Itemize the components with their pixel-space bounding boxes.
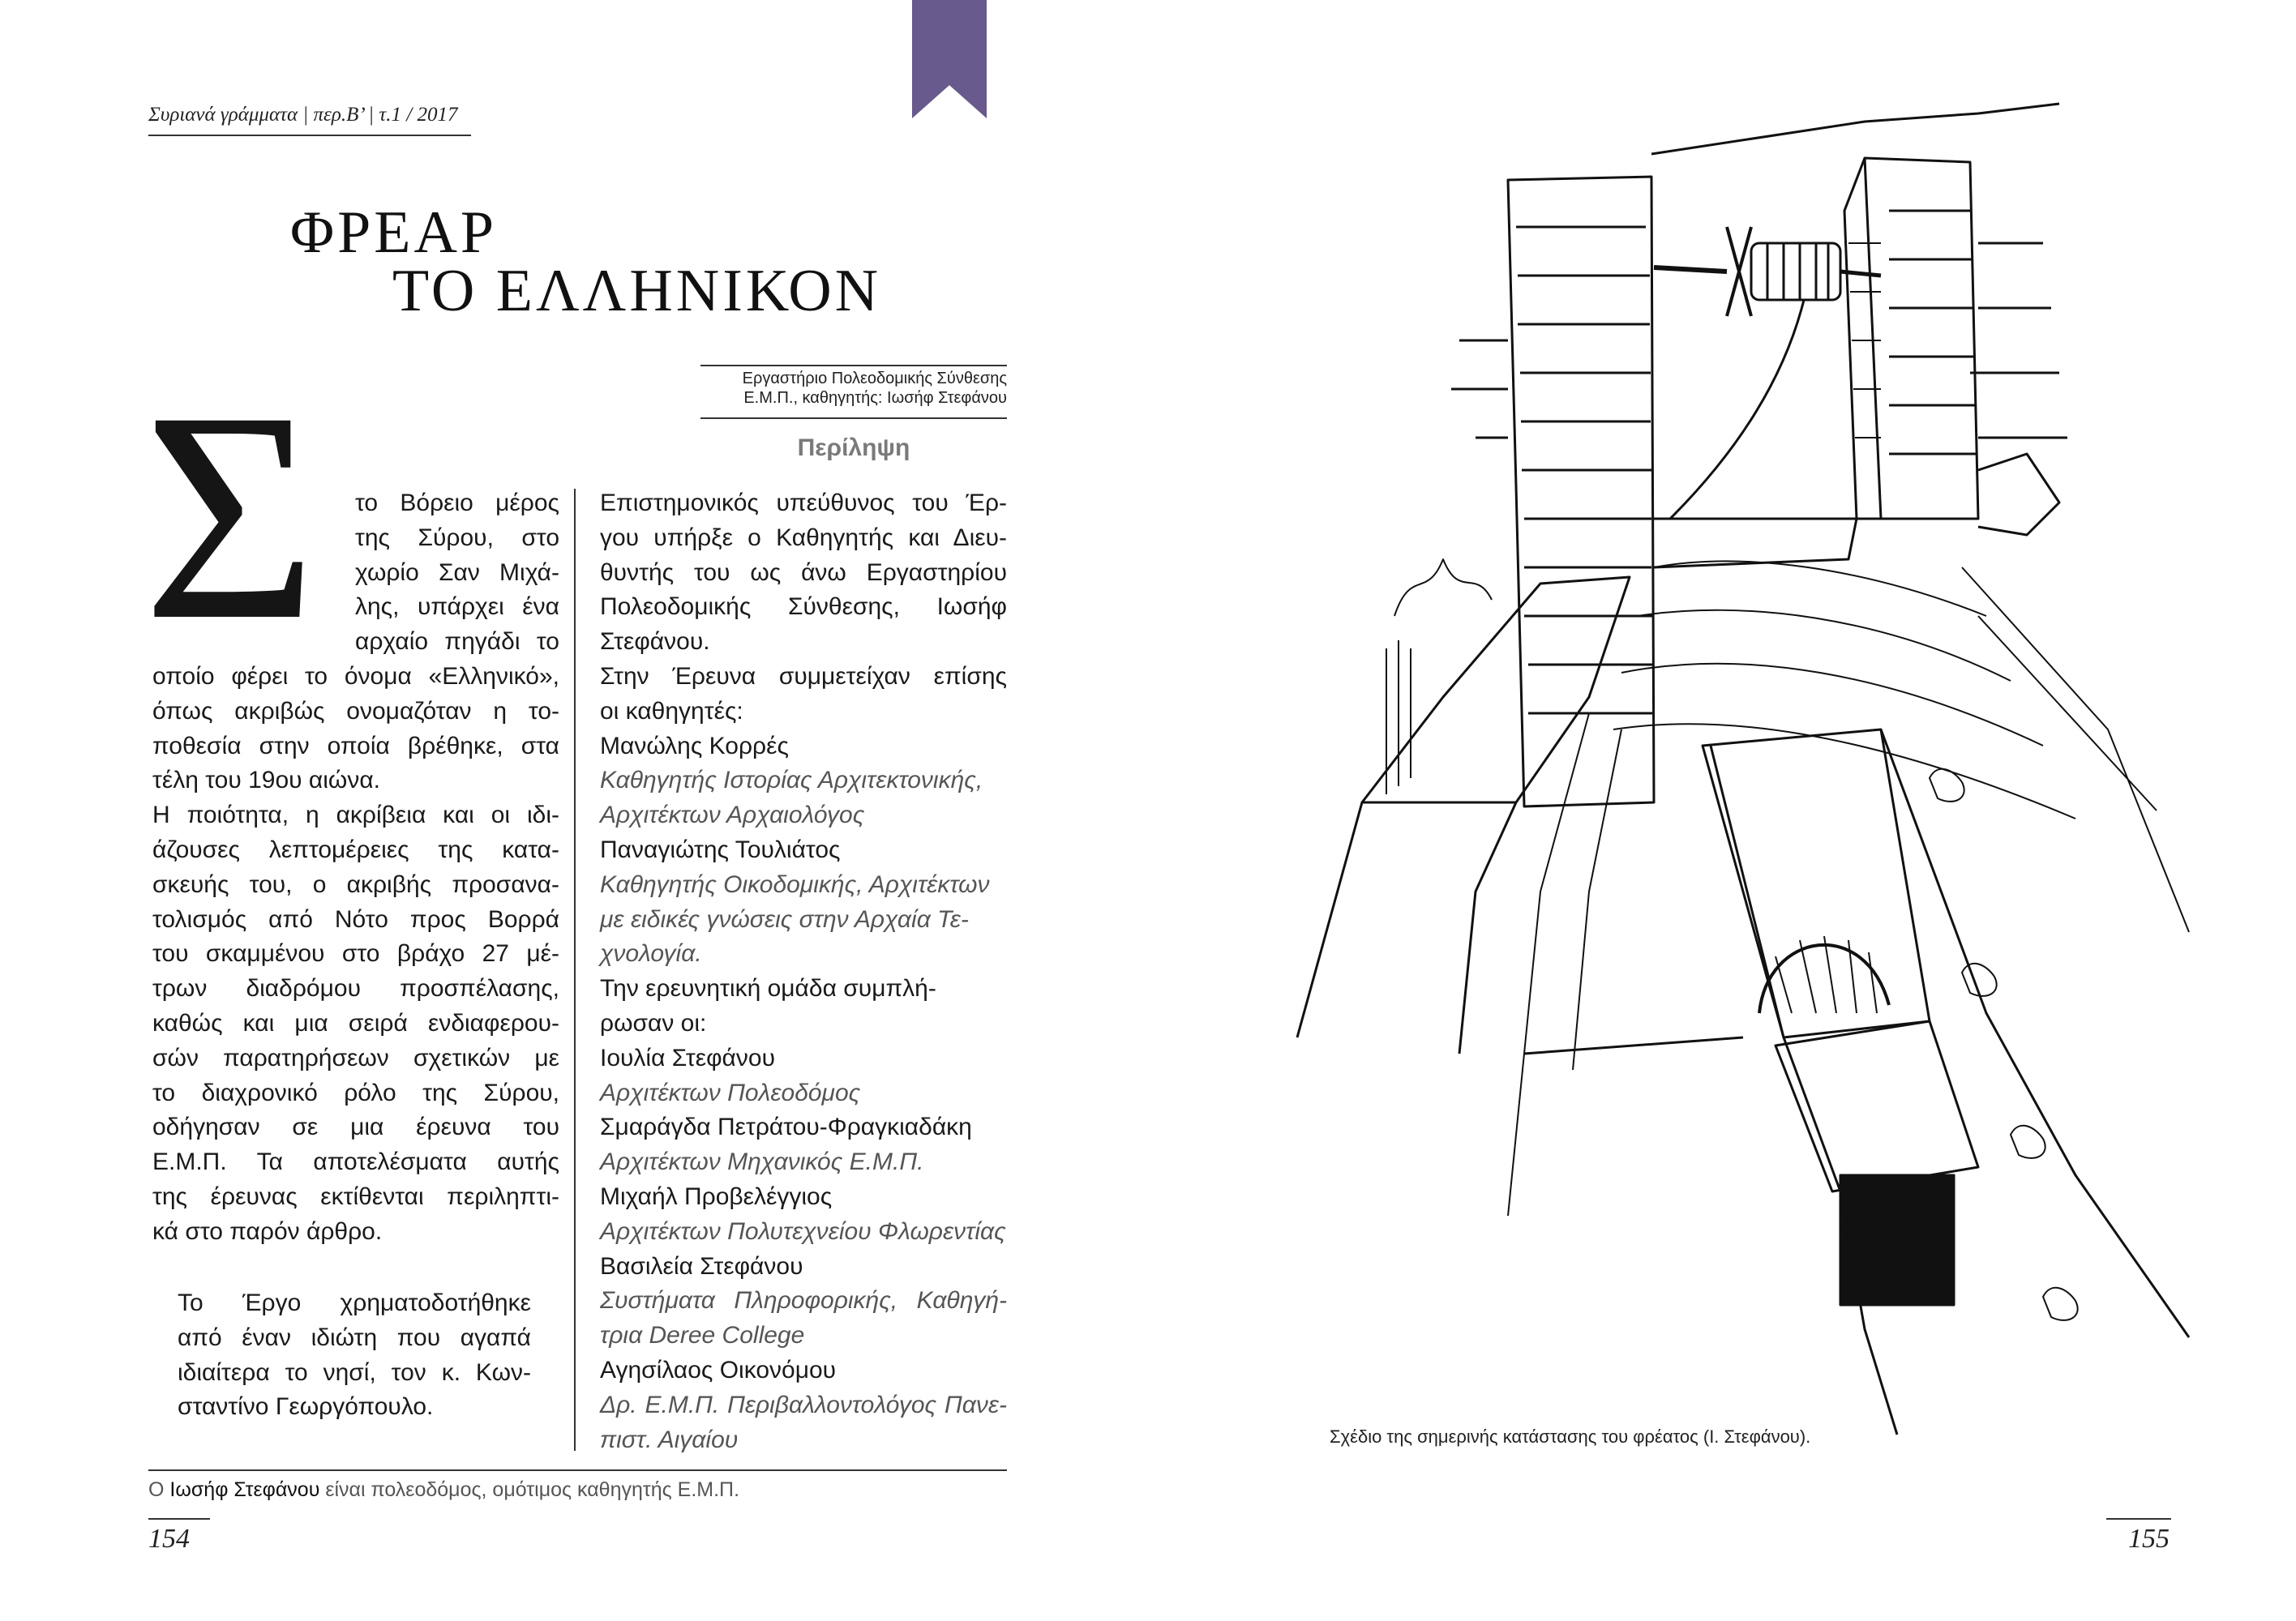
text-line: οδήγησαν σε μια έρευνα του bbox=[152, 1114, 559, 1141]
text-line: λης, υπάρχει ένα bbox=[355, 593, 559, 621]
researcher-role: πιστ. Αιγαίου bbox=[600, 1426, 739, 1453]
text-line: θυντής του ως άνω Εργαστηρίου bbox=[600, 558, 1007, 586]
shaft-edges bbox=[1524, 729, 2189, 1435]
rope bbox=[1670, 300, 1804, 519]
text-line: κά στο παρόν άρθρο. bbox=[152, 1217, 383, 1245]
text-line: το διαχρονικό ρόλο της Σύρου, bbox=[152, 1079, 559, 1106]
text-line: αρχαίο πηγάδι το bbox=[355, 628, 559, 656]
text-line: ιδιαίτερα το νησί, τον κ. Κων- bbox=[178, 1358, 531, 1386]
text-line: Ε.Μ.Π. Τα αποτελέσματα αυτής bbox=[152, 1148, 559, 1176]
text-line: Μανώλης Κορρές bbox=[600, 732, 789, 759]
researcher-role: Καθηγητής Οικοδομικής, Αρχιτέκτων bbox=[600, 870, 990, 898]
researcher-role: με ειδικές γνώσεις στην Αρχαία Τε- bbox=[600, 905, 969, 933]
researcher-role: Αρχιτέκτων Μηχανικός Ε.Μ.Π. bbox=[600, 1148, 924, 1176]
researcher-role: Συστήματα Πληροφορικής, Καθηγή- bbox=[600, 1287, 1007, 1315]
drop-cap: Σ bbox=[143, 350, 318, 682]
footnote-text: είναι πολεοδόμος, ομότιμος καθηγητής Ε.Μ.Π. bbox=[319, 1478, 740, 1501]
left-pillar bbox=[1508, 177, 1654, 806]
text-line: τέλη του 19ου αιώνα. bbox=[152, 767, 381, 794]
abstract-heading: Περίληψη bbox=[797, 434, 910, 461]
horizon-line bbox=[1651, 104, 2059, 154]
title-line-2: ΤΟ ΕΛΛΗΝΙΚΟΝ bbox=[392, 258, 882, 324]
text-line: της έρευνας εκτίθενται περιληπτι- bbox=[152, 1183, 559, 1210]
well-shaft bbox=[1703, 729, 1930, 1037]
text-line: σταντίνο Γεωργόπουλο. bbox=[178, 1393, 434, 1421]
text-line: Στεφάνου. bbox=[600, 628, 710, 656]
researcher-role: χνολογία. bbox=[600, 940, 702, 968]
running-head: Συριανά γράμματα | περ.Β’ | τ.1 / 2017 bbox=[148, 104, 458, 126]
page-number-left: 154 bbox=[148, 1524, 190, 1554]
text-line: το Βόρειο μέρος bbox=[355, 490, 559, 516]
text-line: οι καθηγητές: bbox=[600, 697, 743, 725]
researcher-role: Αρχιτέκτων Αρχαιολόγος bbox=[600, 802, 865, 829]
affiliation-line: Ε.Μ.Π., καθηγητής: Ιωσήφ Στεφάνου bbox=[743, 389, 1007, 407]
stone-courses bbox=[1508, 562, 2189, 1217]
text-line: Την ερευνητική ομάδα συμπλή- bbox=[600, 975, 936, 1003]
researcher-role: τρια Deree College bbox=[600, 1322, 805, 1349]
text-line: Στην Έρευνα συμμετείχαν επίσης bbox=[600, 662, 1007, 690]
text-line: ρωσαν οι: bbox=[600, 1009, 707, 1037]
text-line: τολισμός από Νότο προς Βορρά bbox=[152, 905, 559, 933]
text-line: από έναν ιδιώτη που αγαπά bbox=[178, 1324, 531, 1351]
text-line: Παναγιώτης Τουλιάτος bbox=[600, 836, 841, 863]
text-line: χωρίο Σαν Μιχά- bbox=[355, 558, 559, 586]
text-line: της Σύρου, στο bbox=[355, 524, 559, 551]
text-line: σκευής του, ο ακριβής προσανα- bbox=[152, 870, 559, 898]
text-line: ποθεσία στην οποία βρέθηκε, στα bbox=[152, 732, 559, 759]
text-line: όπως ακριβώς ονομαζόταν η το- bbox=[152, 697, 559, 725]
text-line: σών παρατηρήσεων σχετικών με bbox=[152, 1044, 559, 1071]
title-line-1: ΦΡΕΑΡ bbox=[290, 199, 498, 266]
footnote-author-name: Ιωσήφ Στεφάνου bbox=[169, 1478, 320, 1501]
researcher-role: Αρχιτέκτων Πολεοδόμος bbox=[600, 1079, 861, 1106]
vegetation bbox=[1386, 559, 2078, 1320]
text-line: τρων διαδρόμου προσπέλασης, bbox=[152, 975, 559, 1003]
affiliation-line: Εργαστήριο Πολεοδομικής Σύνθεσης bbox=[742, 370, 1007, 387]
text-line: Σμαράγδα Πετράτου-Φραγκιαδάκη bbox=[600, 1114, 972, 1141]
text-line: Το Έργο χρηματοδοτήθηκε bbox=[178, 1290, 531, 1316]
text-line: του σκαμμένου στο βράχο 27 μέ- bbox=[152, 940, 559, 968]
page-number-right: 155 bbox=[2128, 1524, 2170, 1554]
lower-slab bbox=[1776, 1021, 1978, 1191]
text-line: Αγησίλαος Οικονόμου bbox=[600, 1356, 837, 1384]
text-line: οποίο φέρει το όνομα «Ελληνικό», bbox=[152, 662, 559, 690]
text-line: γου υπήρξε ο Καθηγητής και Διευ- bbox=[600, 524, 1007, 551]
text-line: Μιχαήλ Προβελέγγιος bbox=[600, 1183, 833, 1210]
researcher-role: Αρχιτέκτων Πολυτεχνείου Φλωρεντίας bbox=[600, 1217, 1006, 1245]
text-line: Επιστημονικός υπεύθυνος του Έρ- bbox=[600, 490, 1007, 516]
footnote-prefix: Ο bbox=[148, 1478, 170, 1501]
right-pillar bbox=[1844, 158, 1978, 519]
text-line: Η ποιότητα, η ακρίβεια και οι ιδι- bbox=[152, 802, 559, 829]
researcher-role: Δρ. Ε.Μ.Π. Περιβαλλοντολόγος Πανε- bbox=[600, 1391, 1007, 1418]
text-line: καθώς και μια σειρά ενδιαφερου- bbox=[152, 1009, 559, 1037]
text-line: Βασιλεία Στεφάνου bbox=[600, 1252, 803, 1280]
text-line: άζουσες λεπτομέρειες της κατα- bbox=[152, 836, 559, 863]
researcher-role: Καθηγητής Ιστορίας Αρχιτεκτονικής, bbox=[600, 767, 983, 794]
figure-caption: Σχέδιο της σημερινής κατάστασης του φρέατος (Ι. Στεφάνου). bbox=[1330, 1426, 1811, 1447]
text-line: Πολεοδομικής Σύνθεσης, Ιωσήφ bbox=[600, 593, 1007, 621]
text-line: Ιουλία Στεφάνου bbox=[600, 1044, 775, 1071]
left-slab bbox=[1297, 577, 1630, 1054]
